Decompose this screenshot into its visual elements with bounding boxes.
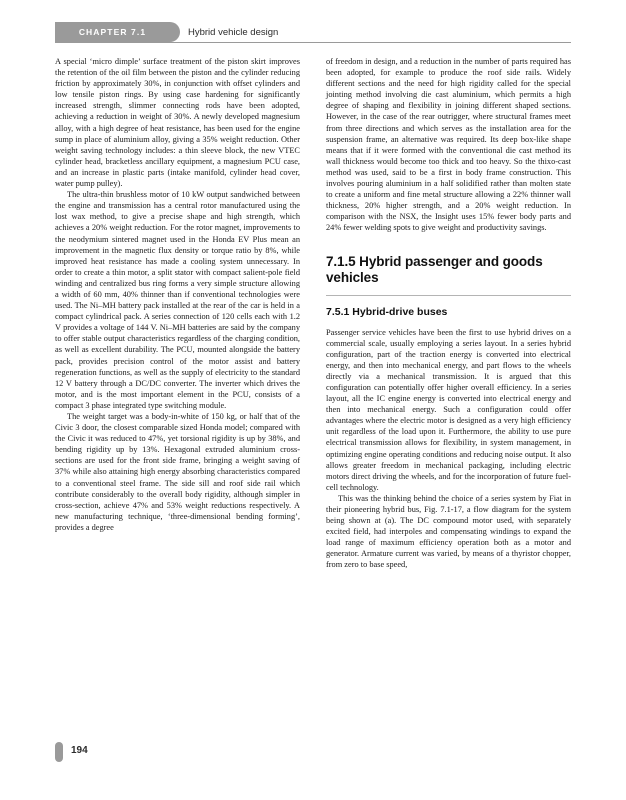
left-column <box>55 56 300 746</box>
page-header <box>55 22 571 42</box>
header-divider <box>55 42 571 43</box>
paragraph: This was the thinking behind the choice of a series system by Fiat in their pioneering hybrid bus, Fig. 7.1-17, a flow diagram for the system being shown at (a). The DC compound motor used, with separately excited field, had interpoles and compensating windings to expand the load range of maximum efficiency operation both as a motor and generator. Armature current was varied, by means of a thyristor chopper, from zero to base speed, <box>326 493 571 570</box>
two-column-body <box>55 56 571 746</box>
paragraph: The weight target was a body-in-white of 150 kg, or half that of the Civic 3 door, the closest comparable sized Honda model; compared with the Civic it was reduced to 47%, yet torsional rigidity is up by 38%, and bending rigidity up by 13%. Hexagonal extruded aluminium cross-sections are used for the front side frame, bringing a weight saving of 37% while also attaining high energy absorbing characteristics compared to a conventional steel frame. The side sill and roof side rail which contribute considerably to the overall body rigidity, although simpler in cross-section, achieve 47% and 53% weight reductions respectively. A new manufacturing technique, ‘three-dimensional bending forming’, provides a degree <box>55 412 300 532</box>
paragraph: A special ‘micro dimple’ surface treatment of the piston skirt improves the retention of the oil film between the piston and the cylinder reducing friction by approximately 30%, in conjunction with offset cylinders and low tensile piston rings. By using case hardening for significantly increased strength, slimmer connecting rods have been adopted, achieving a reduction in weight of 30%. A newly developed magnesium alloy, with a high degree of heat resistance, has been used for the engine sump in place of aluminium alloy, giving a 35% weight reduction. Other weight saving technology includes: a thin sleeve block, the new VTEC cylinder head, bracketless ancillary equipment, a magnesium PCU case, and an increase in plastic parts (intake manifold, cylinder head cover, water pump pulley). <box>55 57 300 189</box>
subsection-heading: 7.5.1 Hybrid-drive buses <box>326 305 448 318</box>
section-heading: 7.1.5 Hybrid passenger and goods vehicles <box>326 253 543 285</box>
footer-mark-icon <box>55 742 63 762</box>
paragraph: Passenger service vehicles have been the first to use hybrid drives on a commercial scale, usually employing a series layout. In a series hybrid configuration, part of the traction energy is converted into electrical energy, and then into mechanical energy, and part flows to the wheels directly via a mechanical transmission. It is argued that this configuration can potentially offer higher overall efficiency. In a series layout, all the IC engine energy is converted into electrical energy and then into mechanical energy. Such a configuration could offer advantages where the electric motor is designed as a very high efficiency unit regardless of the load upon it. Furthermore, the ability to use pure electrical transmission allows for flexibility, in system management, in optimizing engine operating conditions and reducing noise output. It also allows greater freedom in mechanical packaging, including electric motors direct driving the wheels, and for the incorporation of future fuel-cell technology. <box>326 327 571 492</box>
right-column <box>326 56 571 746</box>
page-footer <box>55 742 255 764</box>
page-number: 194 <box>71 745 88 756</box>
paragraph: of freedom in design, and a reduction in the number of parts required has been adopted, for example to produce the roof side rails. Widely different sections and the need for high rigidity called for the special jointing method involving die cast aluminium, which permits a high degree of shaping and flexibility in joining different shaped sections. However, in the case of the rear outrigger, where structural frames meet from three directions and which serves as the installation area for the suspension frame, an alternative was required. Its deep box-like shape means that if it were formed with the conventional die cast method its wall thickness would become too thick and too heavy. So the thixo-cast method was used, said to be a first in body frame construction. This involves pouring aluminium in a half solidified rather than molten state to create a uniform and fine metal structure allowing a 22% thinner wall thickness, 20% higher strength, and a 20% weight reduction. In comparison with the NSX, the Insight uses 15% fewer body parts and 24% fewer welding spots to give weight and productivity savings. <box>326 57 571 233</box>
paragraph: The ultra-thin brushless motor of 10 kW output sandwiched between the engine and transmission has a central rotor manufactured using the lost wax method, to give a precise shape and high strength, which achieves a 20% weight reduction. For the rotor magnet, improvements to the neodymium sintered magnet used in the Honda EV Plus mean an improvement in the magnetic flux density or torque ratio by 8%, while improved heat resistance has made a cooling system unnecessary. In order to create a thin motor, a split stator with compact salient-pole field winding and centralized bus ring forms a very simple structure allowing a width of 60 mm, 40% thinner than if conventional technologies were used. The Ni–MH battery pack installed at the rear of the car is held in a compact cylindrical pack. A series connection of 120 cells each with 1.2 V provides a voltage of 144 V. Ni–MH batteries are said by the company to offer stable output characteristics regardless of the charging condition, as well as excellent durability. The PCU, mounted alongside the battery pack, provides precision control of the motor assist and battery regeneration functions, as well as the supply of electricity to the standard 12 V battery through a DC/DC converter. The inverter which drives the motor, and is the most important element in the PCU, consists of a compact 3 phase integrated type switching module. <box>55 190 300 410</box>
chapter-label: CHAPTER 7.1 <box>55 22 170 42</box>
header-title: Hybrid vehicle design <box>188 26 279 38</box>
chapter-tab-notch <box>170 22 180 42</box>
